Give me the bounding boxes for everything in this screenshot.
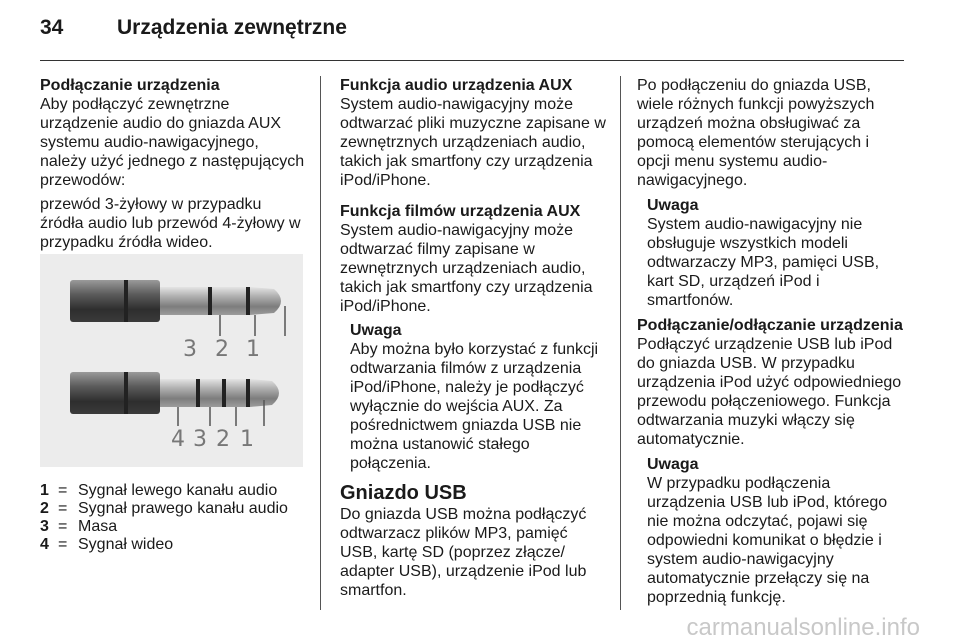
jack-plug-illustration: [40, 254, 303, 467]
note-line: połączenia.: [350, 455, 431, 472]
paragraph-line: opcji menu systemu audio-: [637, 153, 828, 170]
plug-3-pole: [70, 280, 285, 362]
note-line: odtwarzania filmów z urządzenia: [350, 360, 582, 377]
section-heading: Gniazdo USB: [340, 482, 467, 504]
legend-text: Sygnał prawego kanału audio: [78, 500, 288, 517]
paragraph-line: automatycznie.: [637, 431, 745, 448]
note-box: [340, 321, 610, 473]
note-line: smartfonów.: [647, 292, 734, 309]
legend-item: [40, 518, 288, 536]
paragraph-line: źródła audio lub przewód 4-żyłowy w: [40, 215, 301, 232]
note-line: nie można odczytać, pojawi się: [647, 513, 868, 530]
note-line: poprzednią funkcję.: [647, 589, 786, 606]
paragraph-line: do gniazda USB. W przypadku: [637, 355, 855, 372]
plug3-label-2: 2: [215, 337, 229, 362]
paragraph-line: System audio-nawigacyjny może: [340, 96, 573, 113]
note-line: system audio-nawigacyjny: [647, 551, 834, 568]
paragraph-line: USB, kartę SD (poprzez złącze/: [340, 544, 565, 561]
jack-plug-figure: [40, 254, 303, 467]
paragraph-line: wiele różnych funkcji powyższych: [637, 96, 875, 113]
note-line: iPod/iPhone, należy je podłączyć: [350, 379, 584, 396]
legend-equals: =: [58, 518, 68, 535]
paragraph-line: smartfon.: [340, 582, 407, 599]
paragraph-line: odtwarzać pliki muzyczne zapisane w: [340, 115, 606, 132]
paragraph-line: iPod/iPhone.: [340, 298, 431, 315]
figure-legend: [40, 482, 288, 554]
plug-4-pole: [70, 372, 279, 452]
legend-item: [40, 482, 288, 500]
paragraph-line: pomocą elementów sterujących i: [637, 134, 870, 151]
note-line: odpowiedni komunikat o błędzie i: [647, 532, 882, 549]
paragraph-line: nawigacyjnego.: [637, 172, 748, 189]
legend-key: 2: [40, 500, 49, 517]
legend-item: [40, 500, 288, 518]
note-line: można ustanowić stałego: [350, 436, 530, 453]
paragraph-line: Podłączyć urządzenie USB lub iPod: [637, 336, 893, 353]
paragraph-line: Po podłączeniu do gniazda USB,: [637, 77, 871, 94]
note-line: Aby można było korzystać z funkcji: [350, 341, 599, 358]
section-heading: Podłączanie urządzenia: [40, 77, 220, 94]
paragraph-line: odtwarzania muzyki włączy się: [637, 412, 855, 429]
column-1: [40, 76, 312, 252]
note-line: W przypadku podłączenia: [647, 475, 831, 492]
paragraph-line: przewodów:: [40, 172, 126, 189]
header-rule: [40, 60, 904, 61]
paragraph-line: Aby podłączyć zewnętrzne: [40, 96, 230, 113]
legend-text: Sygnał lewego kanału audio: [78, 482, 278, 499]
note-box: [637, 455, 917, 607]
plug4-label-3: 3: [193, 427, 207, 452]
legend-key: 1: [40, 482, 49, 499]
paragraph-line: urządzeń można obsługiwać za: [637, 115, 861, 132]
plug4-label-2: 2: [216, 427, 230, 452]
section-heading: Podłączanie/odłączanie urządzenia: [637, 317, 903, 334]
paragraph-line: przypadku źródła wideo.: [40, 234, 213, 251]
paragraph-line: iPod/iPhone.: [340, 172, 431, 189]
note-line: obsługuje wszystkich modeli: [647, 235, 848, 252]
plug3-label-3: 3: [183, 337, 197, 362]
legend-text: Sygnał wideo: [78, 536, 174, 553]
legend-equals: =: [58, 500, 68, 517]
paragraph-line: należy użyć jednego z następujących: [40, 153, 305, 170]
paragraph-line: urządzenie audio do gniazda AUX: [40, 115, 282, 132]
legend-item: [40, 536, 288, 554]
column-2: [340, 76, 610, 600]
legend-key: 3: [40, 518, 49, 535]
paragraph-line: urządzenia iPod użyć odpowiedniego: [637, 374, 902, 391]
note-heading: Uwaga: [350, 322, 402, 339]
note-heading: Uwaga: [647, 456, 699, 473]
paragraph-line: przewodu połączeniowego. Funkcja: [637, 393, 891, 410]
legend-equals: =: [58, 536, 68, 553]
note-line: System audio-nawigacyjny nie: [647, 216, 863, 233]
note-line: pośrednictwem gniazda USB nie: [350, 417, 582, 434]
plug4-label-4: 4: [171, 427, 185, 452]
paragraph-line: takich jak smartfony czy urządzenia: [340, 153, 593, 170]
page-number: 34: [40, 16, 64, 39]
note-heading: Uwaga: [647, 197, 699, 214]
column-divider-2: [620, 76, 621, 610]
page-title: Urządzenia zewnętrzne: [117, 16, 347, 39]
note-box: [637, 196, 917, 310]
section-heading: Funkcja filmów urządzenia AUX: [340, 203, 581, 220]
paragraph-line: systemu audio-nawigacyjnego,: [40, 134, 259, 151]
note-line: wyłącznie do wejścia AUX. Za: [350, 398, 563, 415]
note-line: automatycznie przełączy się na: [647, 570, 870, 587]
section-heading: Funkcja audio urządzenia AUX: [340, 77, 573, 94]
paragraph-line: Do gniazda USB można podłączyć: [340, 506, 587, 523]
legend-key: 4: [40, 536, 49, 553]
legend-text: Masa: [78, 518, 118, 535]
paragraph-line: takich jak smartfony czy urządzenia: [340, 279, 593, 296]
column-3: [637, 76, 917, 607]
note-line: odtwarzaczy MP3, pamięci USB,: [647, 254, 880, 271]
plug4-label-1: 1: [240, 427, 254, 452]
column-divider-1: [320, 76, 321, 610]
paragraph-line: odtwarzać filmy zapisane w: [340, 241, 535, 258]
paragraph-line: adapter USB), urządzenie iPod lub: [340, 563, 587, 580]
paragraph-line: przewód 3-żyłowy w przypadku: [40, 196, 262, 213]
paragraph-line: zewnętrznych urządzeniach audio,: [340, 134, 586, 151]
note-line: urządzenia USB lub iPod, którego: [647, 494, 888, 511]
note-line: kart SD, urządzeń iPod i: [647, 273, 820, 290]
paragraph-line: zewnętrznych urządzeniach audio,: [340, 260, 586, 277]
plug3-label-1: 1: [246, 337, 260, 362]
legend-equals: =: [58, 482, 68, 499]
paragraph-line: System audio-nawigacyjny może: [340, 222, 573, 239]
watermark: carmanualsonline.info: [686, 614, 920, 641]
paragraph-line: odtwarzacz plików MP3, pamięć: [340, 525, 568, 542]
